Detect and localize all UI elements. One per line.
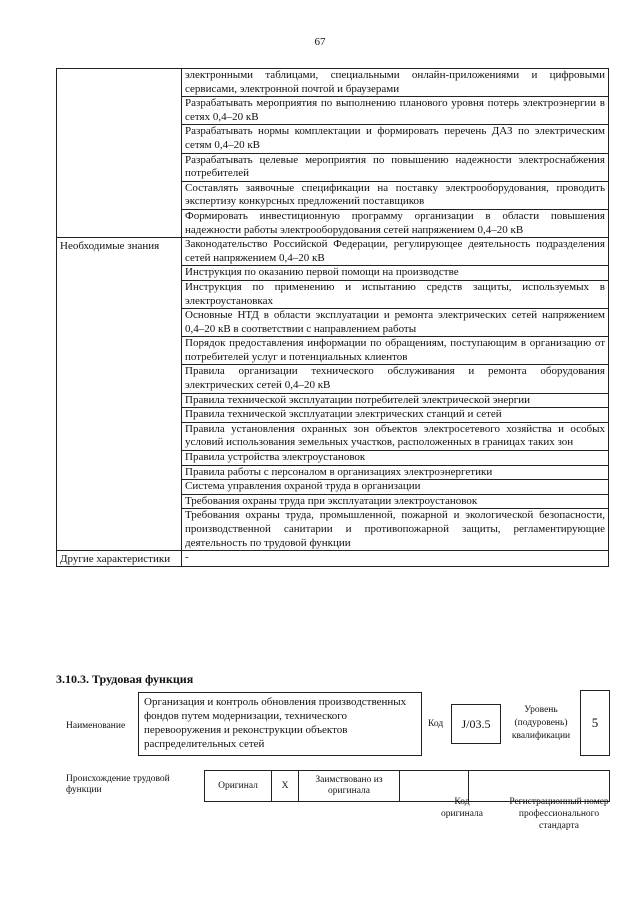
row-label: Необходимые знания	[57, 238, 182, 551]
section-title: 3.10.3. Трудовая функция	[56, 672, 194, 686]
origin-label: Происхождение трудовой функции	[66, 774, 170, 795]
table-cell: Инструкция по применению и испытанию средств защиты, используемых в электроустановках	[182, 280, 609, 308]
table-cell: Разрабатывать целевые мероприятия по повышению надежности электроснабжения потребителей	[182, 153, 609, 181]
requirements-table	[56, 68, 609, 567]
table-cell: Правила устройства электроустановок	[182, 451, 609, 466]
function-code-box: J/03.5	[451, 704, 501, 744]
table-cell: Разрабатывать нормы комплектации и формировать перечень ДАЗ по электрическим сетям 0,4–20 кВ	[182, 125, 609, 153]
table-cell: Основные НТД в области эксплуатации и ремонта электрических сетей напряжением 0,4–20 кВ в соответствии с направлением работы	[182, 309, 609, 337]
table-cell: электронными таблицами, специальными онлайн-приложениями и цифровыми сервисами, электронной почтой и браузерами	[182, 69, 609, 97]
level-label: Уровень (подуровень) квалификации	[511, 705, 571, 741]
table-cell: Составлять заявочные спецификации на поставку электрооборудования, проводить экспертизу конкурсных предложений поставщиков	[182, 181, 609, 209]
table-cell: Правила технической эксплуатации потребителей электрической энергии	[182, 393, 609, 408]
origin-original-cell: Оригинал	[205, 771, 272, 802]
function-name-box: Организация и контроль обновления производственных фондов путем модернизации, технического перевооружения и реконструкции объектов распределительных сетей	[138, 692, 422, 756]
table-cell: Система управления охраной труда в организации	[182, 480, 609, 495]
table-cell: Требования охраны труда, промышленной, пожарной и экологической безопасности, производственной санитарии и противопожарной защиты, регламентирующие деятельность по трудовой функции	[182, 509, 609, 551]
table-cell: Законодательство Российской Федерации, регулирующее деятельность подразделения сетей напряжением 0,4–20 кВ	[182, 238, 609, 266]
page-number: 67	[314, 36, 326, 48]
table-cell: Правила технической эксплуатации электрических станций и сетей	[182, 408, 609, 423]
table-cell: Порядок предоставления информации по обращениям, поступающим в организацию от потребителей услуг и потенциальных клиентов	[182, 337, 609, 365]
table-row	[57, 238, 609, 266]
origin-mark-cell: X	[272, 771, 299, 802]
table-row	[57, 551, 609, 567]
level-box: 5	[580, 690, 610, 756]
code-label: Код	[428, 719, 444, 729]
table-cell: Правила установления охранных зон объектов электросетевого хозяйства и особых условий использования земельных участков, расположенных в границах таких зон	[182, 422, 609, 450]
row-label: Другие характеристики	[57, 551, 182, 567]
table-cell: Разрабатывать мероприятия по выполнению планового уровня потерь электроэнергии в сетях 0,4–20 кВ	[182, 97, 609, 125]
table-cell: Правила организации технического обслуживания и ремонта оборудования электрических сетей 0,4–20 кВ	[182, 365, 609, 393]
table-cell: -	[182, 551, 609, 567]
caption-code: Код оригинала	[441, 797, 483, 819]
name-label: Наименование	[66, 721, 126, 731]
table-cell: Требования охраны труда при эксплуатации электроустановок	[182, 494, 609, 509]
table-cell: Правила работы с персоналом в организациях электроэнергетики	[182, 465, 609, 480]
origin-borrowed-cell: Заимствовано из оригинала	[299, 771, 400, 802]
table-cell: Инструкция по оказанию первой помощи на производстве	[182, 266, 609, 281]
caption-reg: Регистрационный номер профессионального стандарта	[509, 797, 609, 831]
table-cell: Формировать инвестиционную программу организации в области повышения надежности работы электрооборудования сетей напряжением 0,4–20 кВ	[182, 209, 609, 237]
table-row	[57, 69, 609, 97]
row-label	[57, 69, 182, 238]
